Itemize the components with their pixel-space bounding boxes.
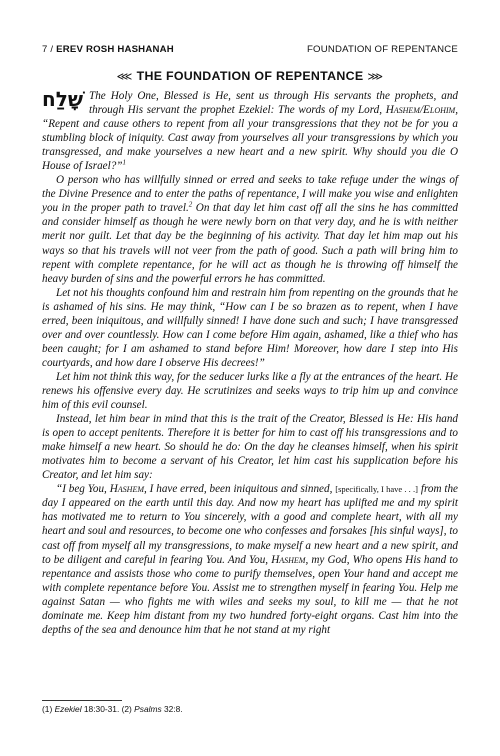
footnote-marker: 1 (122, 158, 126, 167)
footnote-1-number: (1) (42, 704, 55, 714)
paragraph-2-text-b: On that day let him cast off all the sins he has committed and consider himself as though he were newly born on that very day, and he is with neither merit nor guilt. Let that day be the beginning of his activity. That day let him map out his ways so that his travels will not veer from the path of good. Such a path will bring him to repent with complete repentance, for he will act as though he is throwing off himself the heavy burden of sins and the powerful errors he has committed. (42, 202, 458, 285)
right-ornament: ⋙ (367, 71, 384, 83)
divine-name: Hashem (109, 483, 144, 496)
paragraph-5: Instead, let him bear in mind that this is the trait of the Creator, Blessed is He: His hand is open to accept penitents. Therefore it is better for him to cast off his transgressions and to make himself a new heart. So should he do: On the day he cleanses himself, when his spirit motivates him to become a servant of his Creator, let him cast his supplication before his Creator, and let him say: (42, 413, 458, 482)
footnote-1-book: Ezekiel (54, 704, 82, 714)
instruction-bracket: [specifically, I have . . .] (335, 484, 418, 495)
paragraph-6-text-c: from the day I appeared on the earth until this day. And now my heart has uplifted me and my spirit has motivated me to return to You sincerely, with a good and complete heart, with all my heart and soul and resources, to become one who confesses and forsakes [his sinful ways], to cast off from myself all my transgressions, to make myself a new heart and a new spirit, and to be diligent and careful in fearing You. And You, (42, 483, 458, 566)
paragraph-4: Let him not think this way, for the seducer lurks like a fly at the entrances of the heart. He renews his offensive every day. He scrutinizes and seeks ways to trip him up and convince him of this evil counsel. (42, 370, 458, 412)
paragraph-3: Let not his thoughts confound him and restrain him from repenting on the grounds that he is ashamed of his sins. He may think, “How can I be so brazen as to repent, when I have erred, been iniquitous, and willfully sinned! I have done such and such; I have transgressed over and over countlessly. How can I come before Him again, ashamed, like a thief who has been caught; for I am ashamed to stand before Him! Moreover, how dare I step into His courtyards, and how dare I observe His decrees!” (42, 286, 458, 369)
header-left (42, 44, 174, 55)
footnote-2-book: Psalms (134, 704, 162, 714)
paragraph-6-text-b: , I have erred, been iniquitous and sinned, (144, 483, 336, 496)
paragraph-2 (42, 173, 458, 285)
hebrew-opening-word: שָׁלַח (42, 87, 84, 111)
main-text (42, 89, 458, 637)
footnote-2-number: (2) (121, 704, 135, 714)
paragraph-6-text-a: “I beg You, (56, 483, 110, 496)
page-number: 7 (42, 44, 48, 55)
section-name: EREV ROSH HASHANAH (56, 44, 174, 55)
header-separator: / (47, 44, 57, 55)
footnote-1-location: 18:30-31. (81, 704, 122, 714)
footnote-rule (42, 700, 122, 701)
left-ornament: ⋘ (116, 71, 133, 83)
title-text: THE FOUNDATION OF REPENTANCE (136, 69, 364, 83)
footnote-2-location: 32:8. (161, 704, 183, 714)
running-header (42, 44, 458, 58)
paragraph-1 (42, 89, 458, 173)
page-title (0, 69, 500, 83)
footnotes (42, 704, 183, 714)
footnote-marker: 2 (188, 200, 193, 209)
paragraph-1-text-b: , “Repent and cause others to repent from all your transgressions that they not be for you a stumbling block of iniquity. Cast away from yourselves all your transgressions by which you transgressed, and make yourselves a new heart and a new spirit. Why should you die O House of Israel?” (42, 104, 458, 173)
paragraph-6 (42, 482, 458, 637)
paragraph-1-text-a: The Holy One, Blessed is He, sent us through His servants the prophets, and through His servant the prophet Ezekiel: The words of my Lord, (89, 90, 458, 117)
running-title: FOUNDATION OF REPENTANCE (306, 44, 458, 55)
paragraph-6-text-d: , my God, Who opens His hand to repentance and assists those who come to purify themselves, open Your hand and accept me with complete repentance before You. Assist me to strengthen myself in fearing You. Help me against Satan — who fights me with wiles and seeks my soul, to kill me — that he not dominate me. Keep him distant from my two hundred forty-eight organs. Cast him into the depths of the sea and denounce him that he not stand at my right (42, 553, 458, 636)
paragraph-2-text-a: O person who has willfully sinned or erred and seeks to take refuge under the wings of the Divine Presence and to enter the paths of repentance, I will make you wise and enlighten you in the proper path to travel. (42, 174, 458, 215)
divine-name: Hashem (271, 553, 306, 566)
divine-name: Hashem/Elohim (385, 104, 456, 117)
